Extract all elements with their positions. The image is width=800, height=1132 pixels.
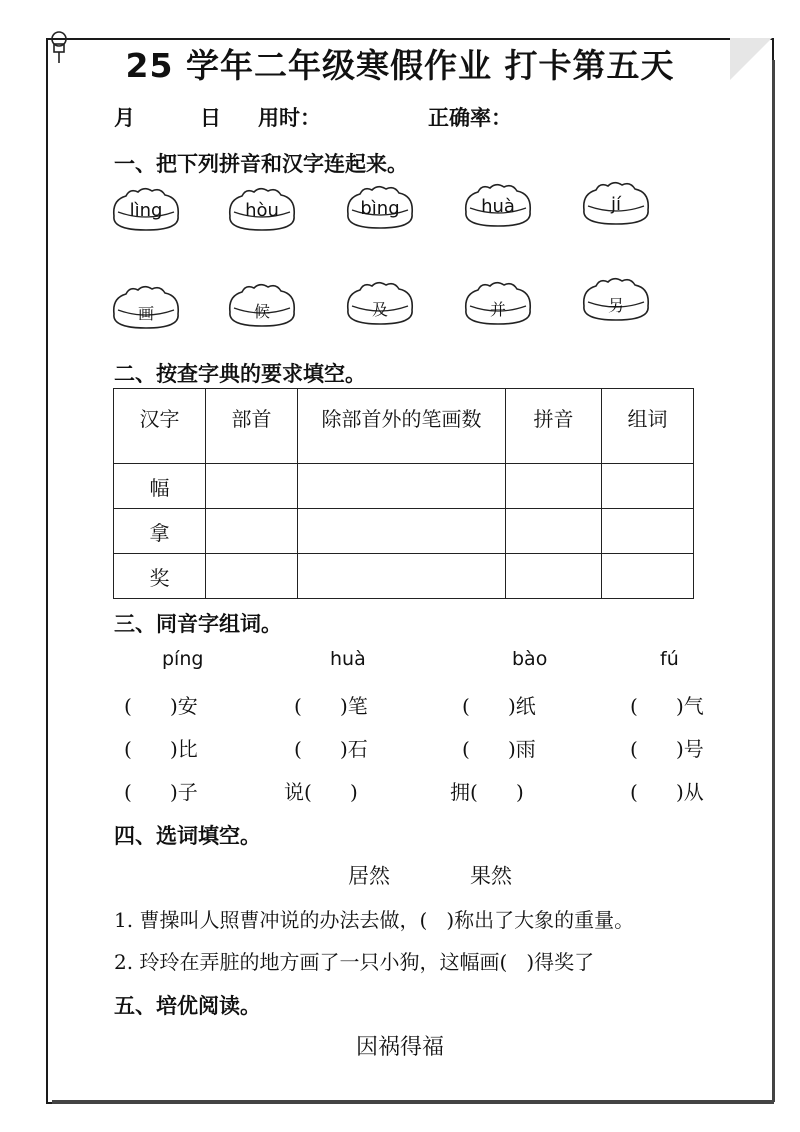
- character-text: 画: [137, 304, 154, 323]
- character-text: 及: [371, 300, 388, 319]
- table-row: [114, 509, 694, 554]
- dictionary-table: [113, 388, 694, 599]
- homophone-blank[interactable]: 说( ): [284, 780, 358, 804]
- pinyin-dumpling: [578, 180, 654, 230]
- homophone-blank[interactable]: 拥( ): [450, 780, 524, 804]
- table-header-row: [114, 389, 694, 464]
- section-5-heading: 五、培优阅读。: [114, 994, 261, 1018]
- table-cell-character: 奖: [114, 554, 206, 599]
- homophone-blank[interactable]: ( )子: [124, 780, 198, 804]
- accuracy-label: 正确率：: [428, 106, 512, 130]
- character-text: 候: [253, 302, 270, 321]
- character-text: 并: [489, 300, 506, 319]
- table-cell-blank[interactable]: [298, 464, 506, 509]
- character-dumpling: [108, 284, 184, 334]
- homophone-blank[interactable]: ( )雨: [462, 737, 536, 761]
- table-cell-character: 拿: [114, 509, 206, 554]
- character-dumpling: [460, 280, 536, 330]
- homophone-blank[interactable]: ( )从: [630, 780, 704, 804]
- character-dumpling: [224, 282, 300, 332]
- table-row: [114, 464, 694, 509]
- homophone-pinyin: huà: [330, 648, 366, 670]
- pinyin-text: bìng: [360, 198, 400, 219]
- homophone-pinyin: fú: [660, 648, 679, 670]
- page-shadow-right: [772, 60, 775, 1102]
- table-header-cell: 部首: [206, 389, 298, 464]
- word-option: 居然: [348, 864, 390, 888]
- homophone-pinyin: bào: [512, 648, 548, 670]
- pinyin-dumpling: [460, 182, 536, 232]
- section-3-heading: 三、同音字组词。: [114, 612, 282, 636]
- table-cell-blank[interactable]: [206, 464, 298, 509]
- homophone-blank[interactable]: ( )气: [630, 694, 704, 718]
- table-cell-blank[interactable]: [602, 554, 694, 599]
- section-4-heading: 四、选词填空。: [114, 824, 261, 848]
- homophone-pinyin: píng: [162, 648, 204, 670]
- page-title: 25 学年二年级寒假作业 打卡第五天: [125, 46, 675, 85]
- table-cell-blank[interactable]: [206, 554, 298, 599]
- character-dumpling: [342, 280, 418, 330]
- section-2-heading: 二、按查字典的要求填空。: [114, 362, 366, 386]
- table-cell-blank[interactable]: [206, 509, 298, 554]
- table-cell-blank[interactable]: [298, 509, 506, 554]
- word-option: 果然: [470, 864, 512, 888]
- time-label: 用时：: [258, 106, 321, 130]
- homophone-blank[interactable]: ( )笔: [294, 694, 368, 718]
- table-header-cell: 汉字: [114, 389, 206, 464]
- homophone-blank[interactable]: ( )石: [294, 737, 368, 761]
- homophone-blank[interactable]: ( )安: [124, 694, 198, 718]
- page-shadow-bottom: [52, 1100, 774, 1104]
- homophone-blank[interactable]: ( )号: [630, 737, 704, 761]
- character-dumpling: [578, 276, 654, 326]
- homophone-blank[interactable]: ( )比: [124, 737, 198, 761]
- month-label: 月: [114, 106, 135, 130]
- pinyin-dumpling: [342, 184, 418, 234]
- pinyin-text: jí: [610, 194, 621, 215]
- pinyin-text: lìng: [129, 200, 163, 221]
- table-cell-blank[interactable]: [298, 554, 506, 599]
- pinyin-text: hòu: [245, 200, 279, 221]
- character-text: 另: [607, 296, 624, 315]
- table-cell-blank[interactable]: [506, 554, 602, 599]
- homophone-blank[interactable]: ( )纸: [462, 694, 536, 718]
- table-cell-character: 幅: [114, 464, 206, 509]
- pinyin-dumpling: [224, 186, 300, 236]
- fill-sentence-1: 1. 曹操叫人照曹冲说的办法去做，( )称出了大象的重量。: [114, 908, 635, 932]
- pinyin-text: huà: [481, 196, 515, 217]
- table-cell-blank[interactable]: [506, 509, 602, 554]
- day-label: 日: [200, 106, 221, 130]
- table-header-cell: 组词: [602, 389, 694, 464]
- table-cell-blank[interactable]: [602, 464, 694, 509]
- table-header-cell: 拼音: [506, 389, 602, 464]
- table-header-cell: 除部首外的笔画数: [298, 389, 506, 464]
- fill-sentence-2: 2. 玲玲在弄脏的地方画了一只小狗，这幅画( )得奖了: [114, 950, 595, 974]
- pinyin-dumpling: [108, 186, 184, 236]
- table-cell-blank[interactable]: [602, 509, 694, 554]
- section-1-heading: 一、把下列拼音和汉字连起来。: [114, 152, 408, 176]
- table-row: [114, 554, 694, 599]
- table-cell-blank[interactable]: [506, 464, 602, 509]
- reading-title: 因祸得福: [355, 1035, 444, 1060]
